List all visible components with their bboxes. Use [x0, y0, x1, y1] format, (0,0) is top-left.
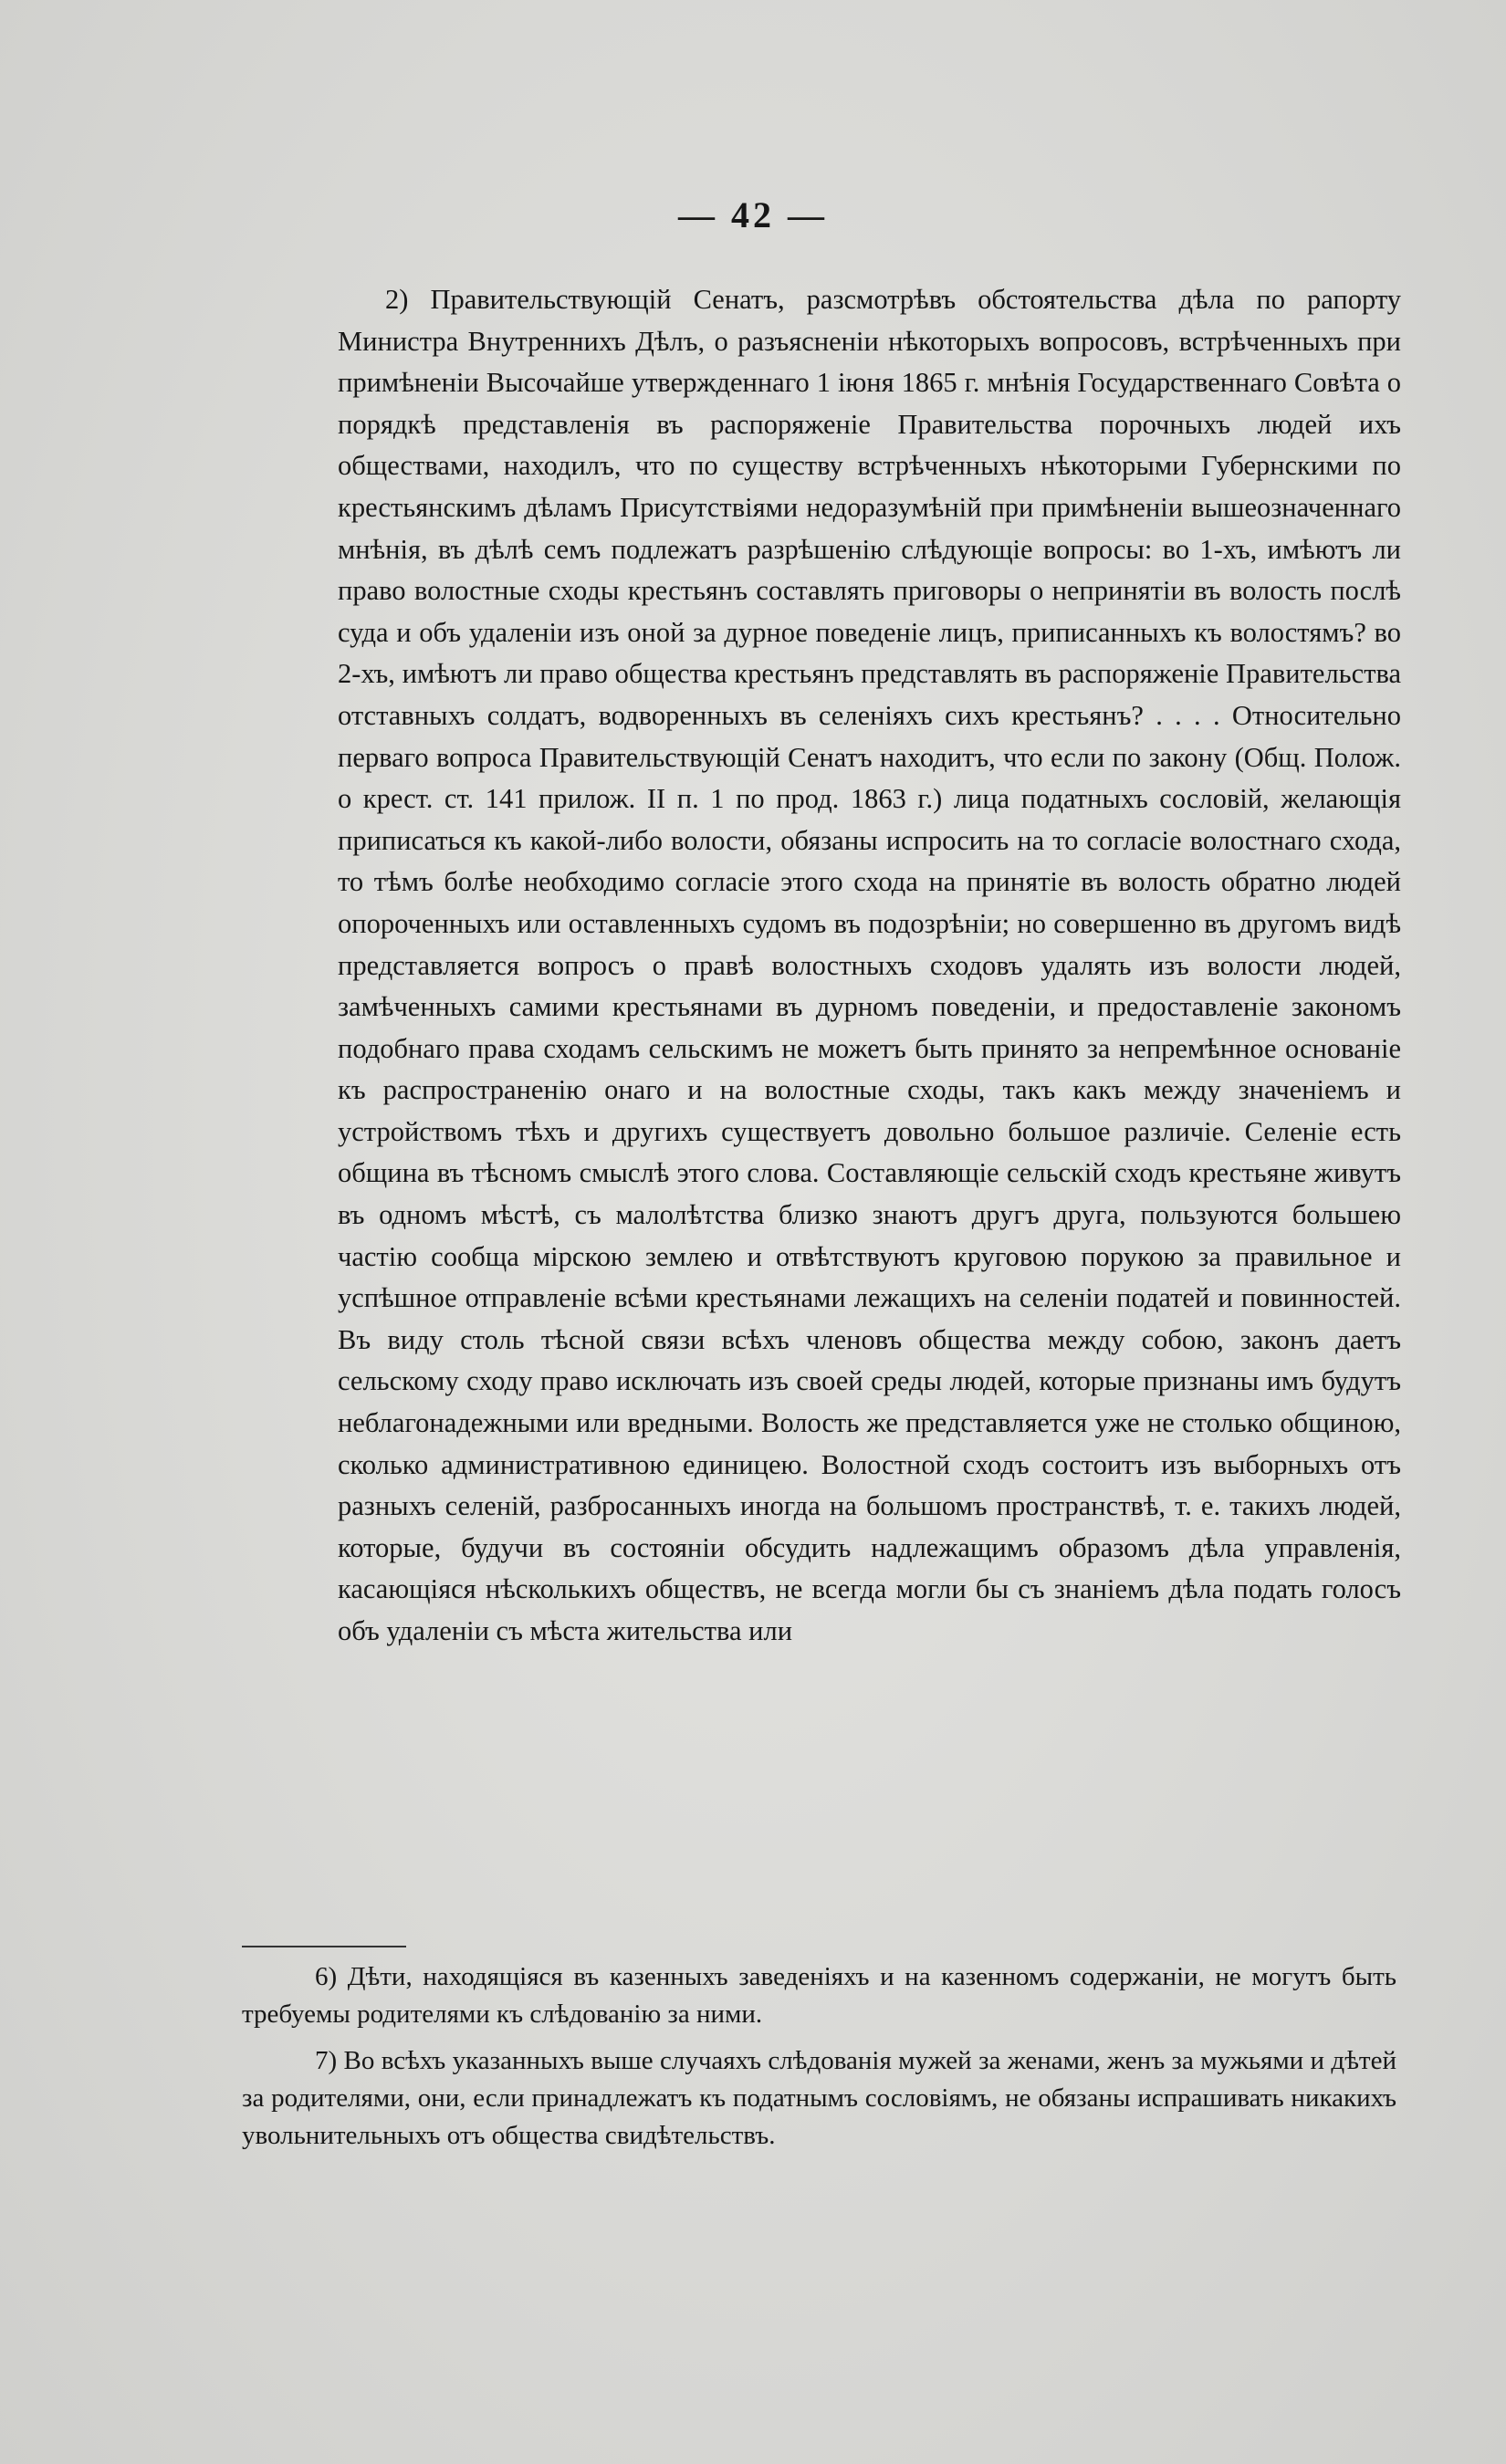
page-number: — 42 —: [678, 194, 828, 235]
footnotes: [242, 1958, 1396, 2164]
main-text: [338, 279, 1401, 1653]
footnote-divider: [242, 1946, 406, 1947]
footnote-6: 6) Дѣти, находящіяся въ казенныхъ заведеніяхъ и на казенномъ содержаніи, не могутъ быть требуемы родителями къ слѣдованію за ними.: [242, 1962, 1396, 2029]
body-paragraph: 2) Правительствующій Сенатъ, разсмотрѣвъ обстоятельства дѣла по рапорту Министра Внутреннихъ Дѣлъ, о разъясненіи нѣкоторыхъ вопросовъ, встрѣченныхъ при примѣненіи Высочайше утвержденнаго 1 іюня 1865 г. мнѣнія Государственнаго Совѣта о порядкѣ представленія въ распоряженіе Правительства порочныхъ людей ихъ обществами, находилъ, что по существу встрѣченныхъ нѣкоторыми Губернскими по крестьянскимъ дѣламъ Присутствіями недоразумѣній при примѣненіи вышеозначеннаго мнѣнія, въ дѣлѣ семъ подлежатъ разрѣшенію слѣдующіе вопросы: во 1-хъ, имѣютъ ли право волостные сходы крестьянъ составлять приговоры о непринятіи въ волость послѣ суда и объ удаленіи изъ оной за дурное поведеніе лицъ, приписанныхъ къ волостямъ? во 2-хъ, имѣютъ ли право общества крестьянъ представлять въ распоряженіе Правительства отставныхъ солдатъ, водворенныхъ въ селеніяхъ сихъ крестьянъ? . . . . Относительно перваго вопроса Правительствующій Сенатъ находитъ, что если по закону (Общ. Полож. о крест. ст. 141 прилож. II п. 1 по прод. 1863 г.) лица податныхъ сословій, желающія приписаться къ какой-либо волости, обязаны испросить на то согласіе волостнаго схода, то тѣмъ болѣе необходимо согласіе этого схода на принятіе въ волость обратно людей опороченныхъ или оставленныхъ судомъ въ подозрѣніи; но совершенно въ другомъ видѣ представляется вопросъ о правѣ волостныхъ сходовъ удалять изъ волости людей, замѣченныхъ самими крестьянами въ дурномъ поведеніи, и предоставленіе закономъ подобнаго права сходамъ сельскимъ не можетъ быть принято за непремѣнное основаніе къ распространенію онаго и на волостные сходы, такъ какъ между значеніемъ и устройствомъ тѣхъ и другихъ существуетъ довольно большое различіе. Селеніе есть община въ тѣсномъ смыслѣ этого слова. Составляющіе сельскій сходъ крестьяне живутъ въ одномъ мѣстѣ, съ малолѣтства близко знаютъ другъ друга, пользуются большею частію сообща мірскою землею и отвѣтствуютъ круговою порукою за правильное и успѣшное отправленіе всѣми крестьянами лежащихъ на селеніи податей и повинностей. Въ виду столь тѣсной связи всѣхъ членовъ общества между собою, законъ даетъ сельскому сходу право исключать изъ своей среды людей, которые признаны имъ будутъ неблагонадежными или вредными. Волость же представляется уже не столько общиною, сколько административною единицею. Волостной сходъ состоитъ изъ выборныхъ отъ разныхъ селеній, разбросанныхъ иногда на большомъ пространствѣ, т. е. такихъ людей, которые, будучи въ состояніи обсудить надлежащимъ образомъ дѣла управленія, касающіяся нѣсколькихъ обществъ, не всегда могли бы съ знаніемъ дѣла подать голосъ объ удаленіи съ мѣста жительства или: [338, 284, 1401, 1646]
footnote-7: 7) Во всѣхъ указанныхъ выше случаяхъ слѣдованія мужей за женами, женъ за мужьями и дѣтей за родителями, они, если принадлежатъ къ податнымъ сословіямъ, не обязаны испрашивать никакихъ увольнительныхъ отъ общества свидѣтельствъ.: [242, 2046, 1396, 2150]
